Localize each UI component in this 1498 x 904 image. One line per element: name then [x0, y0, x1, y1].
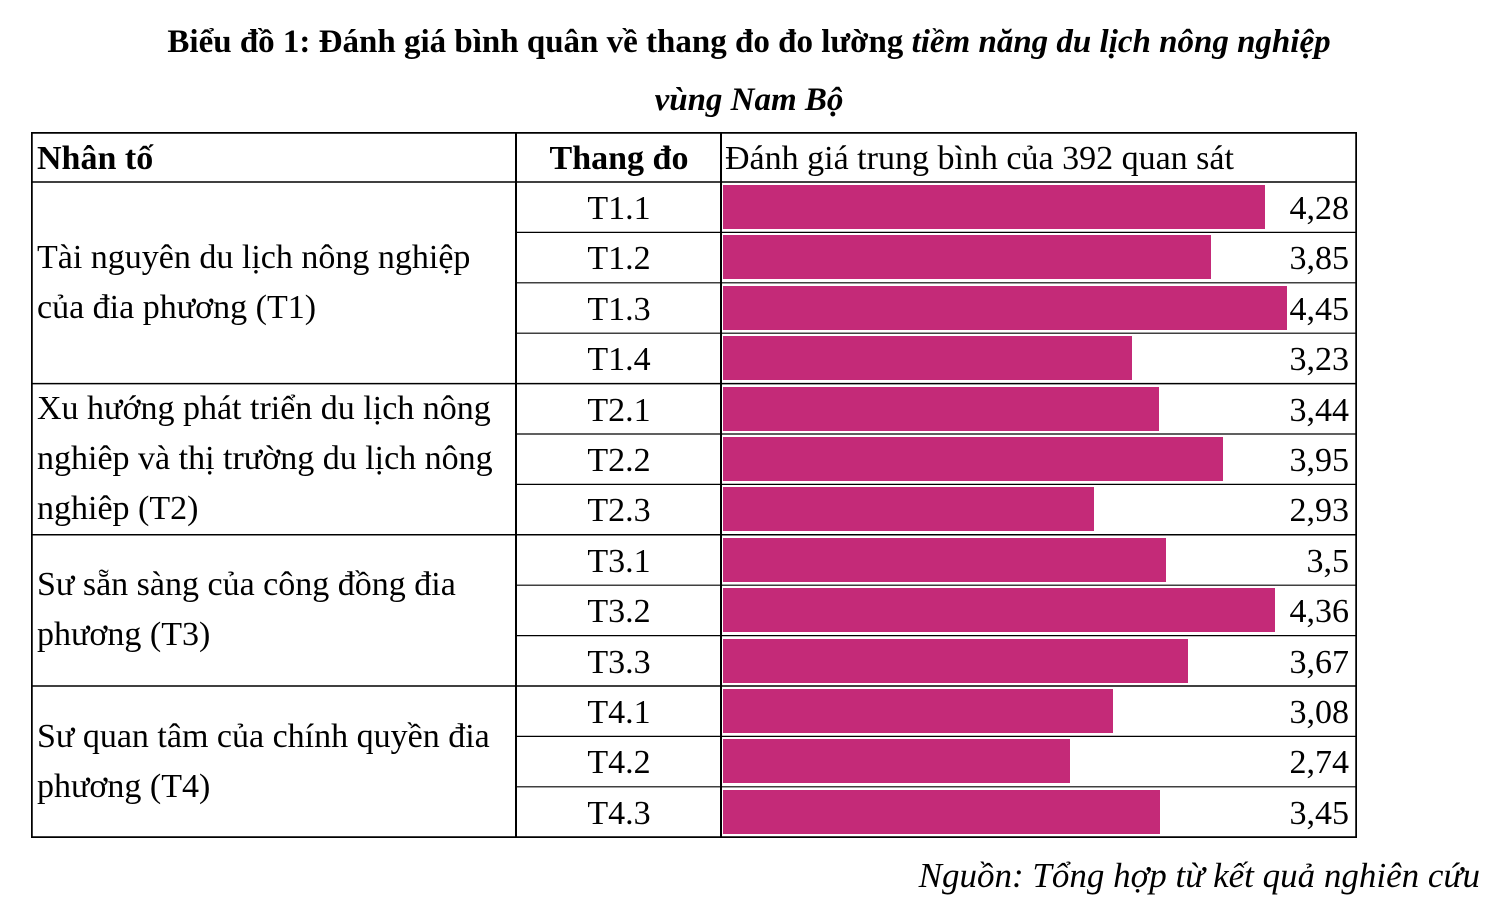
bar	[723, 538, 1166, 582]
factor-label-t2: Xu hướng phát triển du lịch nông nghiêp và thị trường du lịch nông nghiêp (T2)	[37, 390, 493, 528]
factor-label-t1: Tài nguyên du lịch nông nghiệp của đia phương (T1)	[37, 238, 471, 326]
scale-code: T2.3	[587, 492, 651, 530]
chart-table	[31, 132, 1357, 838]
bar	[723, 437, 1223, 481]
scale-code: T1.3	[587, 290, 651, 328]
bar	[723, 487, 1094, 531]
chart-title-line1	[0, 18, 1498, 66]
bar	[723, 336, 1132, 380]
scale-code: T2.2	[587, 442, 651, 479]
title-prefix: Biểu đồ 1: Đánh giá bình quân về thang đo đo lường	[167, 24, 904, 60]
title-italic: tiềm năng du lịch nông nghiệp	[911, 24, 1331, 60]
bar	[723, 185, 1265, 229]
bar	[723, 235, 1211, 279]
scale-code: T1.4	[587, 341, 651, 379]
bar	[723, 689, 1113, 733]
value-label: 2,93	[1289, 492, 1349, 530]
header-factor: Nhân tố	[37, 140, 154, 177]
value-label: 3,95	[1289, 442, 1349, 479]
chart-title-line2: vùng Nam Bộ	[654, 82, 844, 118]
bar	[723, 639, 1188, 683]
value-label: 3,5	[1306, 542, 1349, 580]
header-scale: Thang đo	[549, 140, 689, 177]
value-label: 3,45	[1289, 794, 1349, 832]
value-label: 3,08	[1289, 694, 1349, 731]
scale-code: T3.1	[587, 542, 651, 580]
factor-label-t3: Sư sẵn sàng của công đồng đia phương (T3)	[37, 566, 456, 654]
bar	[723, 790, 1160, 834]
bar	[723, 286, 1287, 330]
scale-code: T3.3	[587, 643, 651, 681]
value-label: 2,74	[1289, 744, 1349, 782]
value-label: 4,45	[1289, 290, 1349, 328]
value-label: 4,36	[1289, 593, 1349, 631]
scale-code: T2.1	[587, 391, 651, 429]
value-label: 3,67	[1289, 643, 1349, 681]
bar	[723, 739, 1070, 783]
header-evaluation: Đánh giá trung bình của 392 quan sát	[725, 140, 1234, 177]
scale-code: T4.1	[587, 694, 651, 731]
scale-code: T1.1	[587, 190, 651, 227]
value-label: 3,23	[1289, 341, 1349, 379]
scale-code: T1.2	[587, 240, 651, 278]
value-label: 4,28	[1289, 190, 1349, 227]
value-label: 3,44	[1289, 391, 1349, 429]
bar	[723, 588, 1275, 632]
scale-code: T3.2	[587, 593, 651, 631]
bar	[723, 387, 1159, 431]
scale-code: T4.3	[587, 794, 651, 832]
factor-label-t4: Sư quan tâm của chính quyền đia phương (T4)	[37, 717, 490, 805]
source-note: Nguồn: Tổng hợp từ kết quả nghiên cứu	[918, 856, 1480, 895]
value-label: 3,85	[1289, 240, 1349, 278]
scale-code: T4.2	[587, 744, 651, 782]
